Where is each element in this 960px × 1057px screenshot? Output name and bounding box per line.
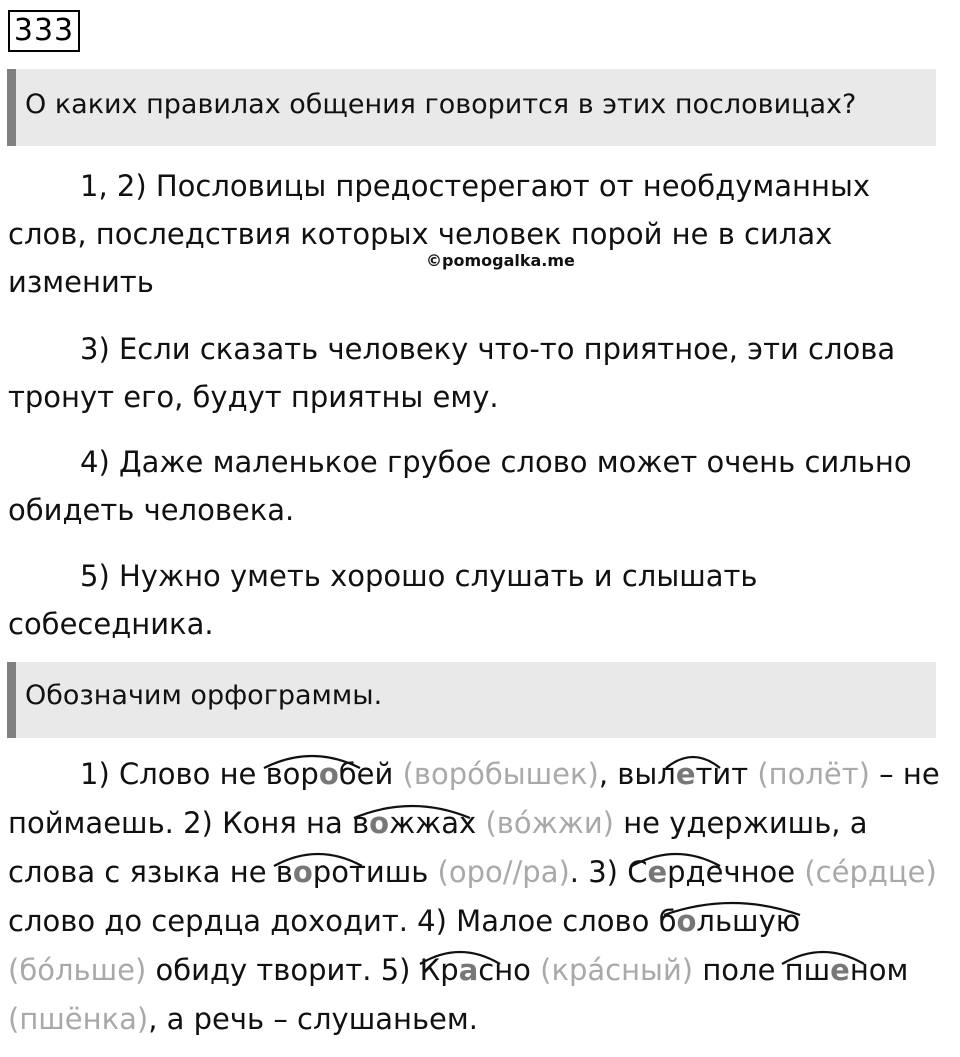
check-word: (во́жжи) (485, 806, 614, 840)
exercise-number: 333 (8, 10, 80, 52)
answer-3: 4) Даже маленькое грубое слово может очень сильно обидеть человека. (8, 445, 912, 527)
check-word: (бо́льше) (8, 953, 147, 987)
text: льшую (696, 904, 801, 938)
root-arc (352, 798, 472, 820)
check-word: (воро́бышек) (402, 757, 599, 791)
root-arc (662, 895, 802, 917)
root-arc (630, 846, 722, 868)
text: слова с языка не в (8, 855, 293, 889)
check-word: (оро//ра) (437, 855, 570, 889)
orthography-line-1 (8, 757, 940, 791)
text: не удержишь, а (614, 806, 868, 840)
text: поймаешь. 2) Коня на в (8, 806, 370, 840)
text: сно (478, 953, 531, 987)
check-word: (кра́сный) (540, 953, 694, 987)
vowel: о (369, 806, 390, 840)
check-word: (пшёнка) (8, 1002, 149, 1036)
check-word: (полёт) (757, 757, 870, 791)
text: – не (869, 757, 940, 791)
vowel: о (318, 757, 339, 791)
question-text: О каких правилах общения говорится в этих пословицах? (25, 89, 857, 120)
vowel: е (647, 855, 668, 889)
text: поле пш (693, 953, 831, 987)
watermark: ©pomogalka.me (426, 251, 575, 270)
root-arc (418, 944, 502, 966)
question-box (7, 69, 936, 146)
text: бей (338, 757, 394, 791)
answer-2: 3) Если сказать человеку что-то приятное, эти слова тронут его, будут приятны ему. (8, 332, 896, 414)
answer-4: 5) Нужно уметь хорошо слушать и слышать собеседника. (8, 559, 758, 641)
check-word: (се́рдце) (804, 855, 937, 889)
text: рдечное (667, 855, 796, 889)
vowel: е (830, 953, 850, 987)
root-arc (262, 748, 362, 770)
orthography-line-3 (8, 855, 937, 889)
task-box (7, 662, 936, 738)
vowel: е (675, 757, 696, 791)
vowel: а (458, 953, 479, 987)
text: , выл (598, 757, 676, 791)
text: ном (849, 953, 909, 987)
answer-1: 1, 2) Пословицы предостерегают от необдуманных слов, последствия которых человек порой не в силах изменить (8, 169, 871, 299)
vowel: о (676, 904, 697, 938)
text: жжах (389, 806, 477, 840)
task-text: Обозначим орфограммы. (25, 680, 383, 711)
root-arc (780, 944, 866, 966)
text: 1) Слово не вор (80, 757, 319, 791)
text: обиду творит. 5) Кр (146, 953, 459, 987)
root-arc (272, 846, 364, 868)
text: ротишь (312, 855, 429, 889)
vowel: о (292, 855, 313, 889)
text: , а речь – слушаньем. (148, 1002, 478, 1036)
text: . 3) С (569, 855, 648, 889)
orthography-line-6 (8, 1002, 478, 1036)
text: слово до сердца доходит. 4) Малое слово б (8, 904, 677, 938)
root-arc (664, 748, 722, 770)
text: тит (695, 757, 749, 791)
